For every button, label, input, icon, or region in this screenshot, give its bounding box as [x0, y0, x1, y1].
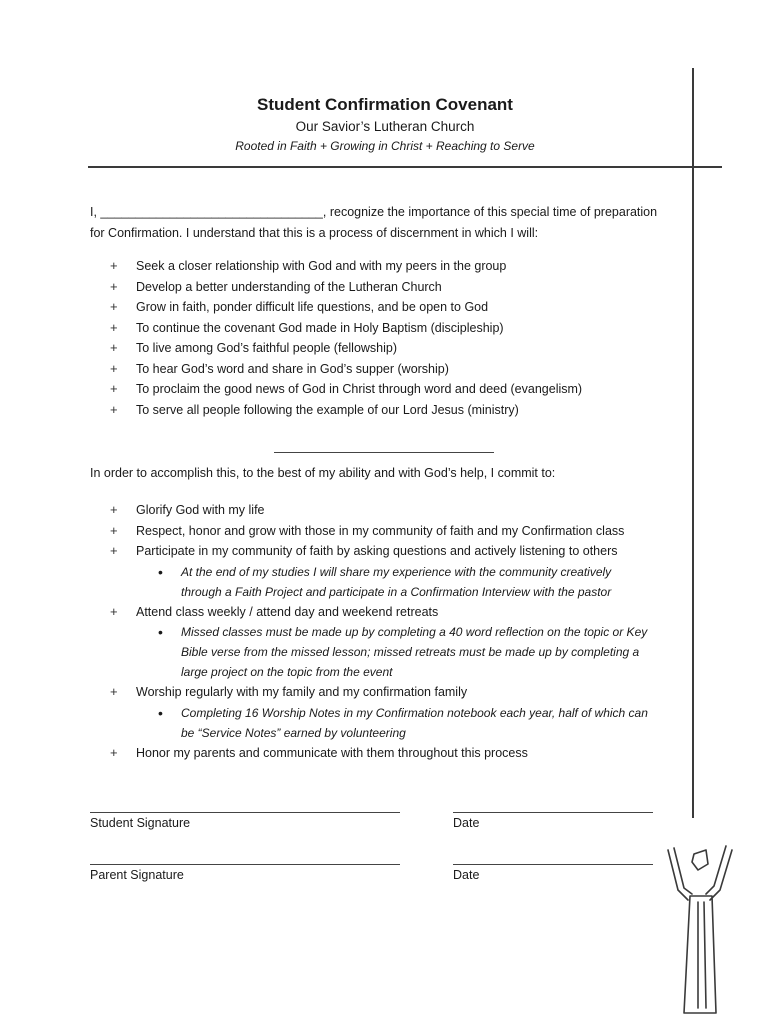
student-date-label: Date — [453, 816, 480, 830]
parent-signature-line[interactable] — [90, 864, 400, 865]
plus-bullet-icon: + — [110, 684, 118, 699]
list-item: + To hear God’s word and share in God’s supper (worship) — [90, 359, 690, 380]
sub-list — [136, 562, 690, 602]
list-item: + Grow in faith, ponder difficult life questions, and be open to God — [90, 297, 690, 318]
plus-bullet-icon: + — [110, 744, 118, 760]
commitment-intro: In order to accomplish this, to the best of my ability and with God’s help, I commit to: — [90, 466, 556, 480]
list-item: + Seek a closer relationship with God and with my peers in the group — [90, 256, 690, 277]
plus-bullet-icon: + — [110, 278, 118, 294]
plus-bullet-icon: + — [110, 299, 118, 314]
plus-bullet-icon: + — [110, 319, 118, 335]
list-item: + To serve all people following the example of our Lord Jesus (ministry) — [90, 400, 690, 421]
plus-bullet-icon: + — [110, 258, 118, 273]
plus-bullet-icon: + — [110, 360, 118, 376]
dot-bullet-icon: • — [158, 563, 163, 580]
tagline: Rooted in Faith + Growing in Christ + Reaching to Serve — [235, 139, 535, 153]
list-item: + Attend class weekly / attend day and weekend retreats • Missed classes must be made up by completing a 40 word reflection on the topic or Key Bible verse from the missed lesson; missed retreats must be made up by completing a large project on the topic from the event — [90, 602, 690, 683]
list-item: + Honor my parents and communicate with them throughout this process — [90, 743, 690, 764]
plus-bullet-icon: + — [110, 401, 118, 417]
plus-bullet-icon: + — [110, 340, 118, 355]
list-item: + Participate in my community of faith by asking questions and actively listening to others • At the end of my studies I will share my experience with the community creatively through a Faith Project and participate in a Confirmation Interview with the pastor — [90, 541, 690, 602]
intro-paragraph — [90, 202, 690, 244]
sub-list-item: • At the end of my studies I will share my experience with the community creatively through a Faith Project and participate in a Confirmation Interview with the pastor — [158, 563, 612, 599]
plus-bullet-icon: + — [110, 543, 118, 558]
student-signature-line[interactable] — [90, 812, 400, 813]
dot-bullet-icon: • — [158, 624, 163, 640]
church-name: Our Savior’s Lutheran Church — [295, 119, 475, 134]
list-item: + Glorify God with my life — [90, 500, 690, 521]
plus-bullet-icon: + — [110, 381, 118, 396]
sub-list — [136, 622, 690, 682]
plus-bullet-icon: + — [110, 603, 118, 619]
list-item: + Develop a better understanding of the Lutheran Church — [90, 277, 690, 298]
commitment-list — [90, 500, 690, 763]
intro-line-1: I, ________________________________, recognize the importance of this special time of preparation — [90, 205, 658, 219]
list-item: + Respect, honor and grow with those in my community of faith and my Confirmation class — [90, 521, 690, 542]
parent-date-label: Date — [453, 868, 480, 882]
list-item: + Worship regularly with my family and my confirmation family • Completing 16 Worship Notes in my Confirmation notebook each year, half of which can be “Service Notes” earned by volunteering — [90, 682, 690, 743]
praising-figure-icon — [654, 828, 744, 1018]
list-item: + To proclaim the good news of God in Christ through word and deed (evangelism) — [90, 379, 690, 400]
page-title: Student Confirmation Covenant — [257, 95, 513, 114]
discernment-list — [90, 256, 690, 420]
sub-list-item: • Completing 16 Worship Notes in my Confirmation notebook each year, half of which can be “Service Notes” earned by volunteering — [158, 704, 648, 740]
cross-vertical-bar — [692, 68, 694, 818]
plus-bullet-icon: + — [110, 522, 118, 538]
parent-signature-label: Parent Signature — [90, 868, 184, 882]
dot-bullet-icon: • — [158, 704, 163, 721]
section-divider — [274, 452, 494, 453]
student-signature-label: Student Signature — [90, 816, 191, 830]
list-item: + To live among God’s faithful people (fellowship) — [90, 338, 690, 359]
sub-list-item: • Missed classes must be made up by completing a 40 word reflection on the topic or Key Bible verse from the missed lesson; missed retreats must be made up by completing a large project on the topic from the event — [158, 624, 648, 679]
cross-horizontal-bar — [88, 166, 722, 168]
plus-bullet-icon: + — [110, 502, 118, 517]
intro-line-2: for Confirmation. I understand that this is a process of discernment in which I will: — [90, 226, 539, 240]
parent-date-line[interactable] — [453, 864, 653, 865]
list-item: + To continue the covenant God made in Holy Baptism (discipleship) — [90, 318, 690, 339]
student-date-line[interactable] — [453, 812, 653, 813]
sub-list — [136, 703, 690, 743]
